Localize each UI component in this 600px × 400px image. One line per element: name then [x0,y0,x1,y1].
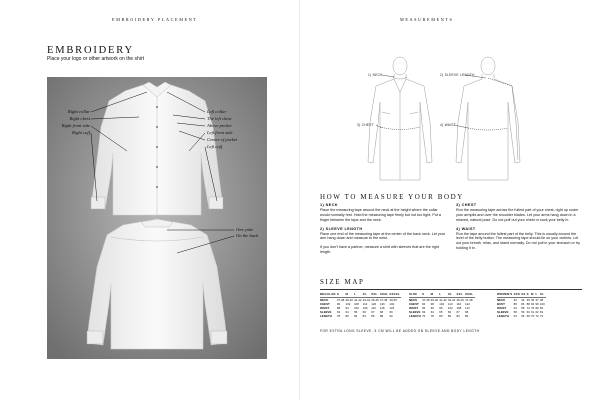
table-cell: 45-46 [371,297,379,302]
table-cell: 47-48 [379,297,388,302]
table-cell: 102 [345,301,351,306]
label-one-yoke: One yoke [236,227,254,232]
table-cell: 86 [371,313,375,318]
table-cell: 102 [447,305,453,310]
table-header: XL [363,293,372,298]
table-row-label: WAIST [497,305,507,310]
table-row [320,314,401,318]
back-measure-lines [468,78,518,160]
table-cell: 116 [456,301,462,306]
table-cell: 43-44 [362,297,371,302]
table-cell: 92 [422,301,426,306]
table-cell: 132 [389,301,395,306]
right-page [300,0,600,400]
measurement-diagram [300,52,600,192]
table-cell: 80 [535,305,539,310]
table-cell: 64 [513,313,517,318]
table-cell: 76 [422,313,426,318]
table-cell: 90 [389,313,393,318]
table-cell: 122 [465,301,470,306]
table-row-label: NECK [409,297,418,302]
table-row-label: LENGTH [497,313,509,318]
label-left-collar: Left collar [207,109,227,114]
table-cell: 60 [526,309,530,314]
table-cell: 47-48 [465,297,473,302]
page-subtitle: Place your logo or other artwork on the shirt [47,56,144,62]
table-cell: 76 [531,305,535,310]
label-right-collar: Right collar [67,109,90,114]
table-cell: 69 [389,309,393,314]
table-header: XXL [371,293,380,298]
table-row-label: SLEEVE [320,309,332,314]
table-header: XL [448,293,457,298]
table-header: L [439,293,448,298]
how-to-measure-title: HOW TO MEASURE YOUR BODY [320,193,464,201]
table-cell: 96 [439,305,443,310]
table-cell: 96 [535,301,539,306]
table-cell: 34 [521,297,525,302]
table-cell: 92 [531,301,535,306]
table-cell: 94 [345,305,349,310]
no-partner-text: If you don't have a partner, measure a shirt with sleeves that are the right length. [320,245,439,255]
table-cell: 88 [379,313,384,318]
table-cell: 41-42 [439,297,447,302]
table-cell: 112 [371,305,376,310]
table-cell: 65 [439,309,443,314]
table-header: XXXXL [389,292,400,296]
table-header: XXS [513,292,520,296]
sleeve-text: Place one end of the measuring tape at the center of the back neck. Let your arm hang down and measure to the wrist. [320,231,446,241]
running-head: EMBROIDERY PLACEMENT [112,17,198,22]
label-right-front-side: Right front side [61,123,90,128]
table-row-label: LENGTH [320,313,332,318]
table-cell: 100 [354,305,359,310]
table-cell: 66 [362,309,366,314]
table-cell: 108 [354,301,359,306]
table-header: XXXL [465,292,474,296]
instructions-column-2 [456,203,582,255]
size-map-divider [320,289,582,290]
table-cell: 86 [465,313,469,318]
table-cell: 67 [456,309,460,314]
table-cell: 110 [447,301,453,306]
table-header: WOMEN'S [497,292,513,296]
table-cell: 63 [539,309,544,314]
table-row-label: CHEST [320,301,330,306]
diagram-label-sleeve: 2) SLEEVE LENGTH [440,73,475,77]
diagram-label-waist: 4) WAIST [440,123,457,127]
label-on-the-back: On the back [236,233,259,238]
size-footnote: FOR EXTRA LONG SLEEVE, 5 CM WILL BE ADDED ON SLEEVE AND BODY LENGTH. [320,329,481,333]
neck-heading: 1) NECK [320,203,338,207]
table-cell: 80 [513,301,517,306]
table-header: SLIM [409,293,422,298]
size-map-title: SIZE MAP [320,278,365,286]
table-cell: 126 [379,301,385,306]
running-head: MEASUREMENTS [400,17,454,22]
table-cell: 118 [379,305,385,310]
table-cell: 96 [336,301,341,306]
table-cell: 84 [521,301,525,306]
table-cell: 58 [513,309,517,314]
waist-heading: 4) WAIST [456,226,476,231]
table-cell: 84 [539,305,544,310]
table-cell: 62 [535,309,539,314]
chest-heading: 3) CHEST [456,203,477,207]
table-cell: 124 [389,305,395,310]
instructions-column-1 [320,203,446,259]
table-header: L [535,293,539,298]
table-header: XXL [456,293,465,298]
table-row-label: SLEEVE [409,309,421,314]
table-cell: 104 [439,301,445,306]
label-right-cuff: Right cuff [72,130,90,135]
table-header: REGULAR [320,292,336,296]
diagram-label-neck: 1) NECK [368,73,383,77]
table-cell: 63 [336,309,341,314]
table-cell: 61 [531,309,535,314]
table-cell: 66 [447,309,452,314]
table-cell: 72 [535,313,539,318]
shirt-photo [47,77,267,359]
table-row [409,314,475,318]
table-cell: 64 [430,309,434,314]
table-cell: 67 [371,309,375,314]
table-row-label: NECK [320,297,329,302]
table-cell: 39-40 [430,297,439,302]
table-cell: 41-42 [354,297,362,302]
table-cell: 78 [336,313,341,318]
table-cell: 63 [422,309,426,314]
table-cell: 88 [336,305,341,310]
table-cell: 90 [430,305,434,310]
table-cell: 35 [526,297,530,302]
table-cell: 84 [362,313,366,318]
table-cell: 37 [535,297,539,302]
table-cell: 100 [539,301,545,306]
table-cell: 106 [362,305,368,310]
table-cell: 38 [539,297,544,302]
size-table-slim [409,293,475,318]
table-cell: 98 [430,301,434,306]
table-cell: 64 [513,305,517,310]
label-above-pocket: Above pocket [207,123,232,128]
table-cell: 84 [422,305,426,310]
table-cell: 74 [539,313,544,318]
table-row-label: BUST [497,301,505,306]
table-cell: 84 [456,313,460,318]
table-row [497,314,546,318]
label-left-cuff: Left cuff [207,144,223,149]
table-cell: 72 [526,305,530,310]
table-cell: 64 [345,309,349,314]
table-cell: 108 [456,305,462,310]
table-cell: 80 [439,313,443,318]
table-row-label: NECK [497,297,506,302]
table-cell: 36 [531,297,535,302]
sleeve-heading: 2) SLEEVE LENGTH [320,226,363,231]
table-header: M [345,293,354,298]
table-header: M [531,292,534,296]
page-title: EMBROIDERY [47,45,134,56]
table-cell: 78 [430,313,434,318]
size-table-womens [497,293,546,318]
table-row-label: SLEEVE [497,309,509,314]
table-cell: 65 [354,309,358,314]
table-cell: 114 [465,305,470,310]
label-left-front-side: Left front side [207,130,233,135]
table-cell: 45-46 [456,297,464,302]
table-cell: 33 [513,297,517,302]
table-cell: 70 [531,313,535,318]
table-cell: 114 [362,301,368,306]
table-header: S [527,293,531,298]
table-cell: 82 [447,313,452,318]
table-cell: 37-38 [422,297,430,302]
table-cell: 59 [521,309,525,314]
waist-text: Run the tape around the fullest part of the belly. This is usually around the level of the belly button. The measuring tape should lie on your clothes. Let out your breath, relax, and stand normally. Do not pull in your stomach or try holding it in. [456,231,580,251]
table-header: S [337,293,346,298]
table-cell: 43-44 [447,297,456,302]
table-cell: 66 [521,313,525,318]
table-header: S [422,293,431,298]
table-header: L [354,293,363,298]
neck-text: Place the measuring tape around the neck at the height where the collar would normally rest. Hold the measuring tape firmly but not too tight. Put a finger between the tape and the neck. [320,207,441,222]
table-cell: 68 [526,313,530,318]
table-row-label: WAIST [409,305,419,310]
table-cell: 68 [379,309,384,314]
table-row-label: CHEST [409,301,419,306]
table-row-label: WAIST [320,305,330,310]
table-cell: 80 [345,313,349,318]
table-cell: 68 [521,305,525,310]
chest-text: Run the measuring tape across the fullest part of your chest, right up under your armpits and over the shoulder blades. Let your arms hang down in a relaxed, natural pose. Do not puff out your chest or suck your belly in. [456,207,579,222]
diagram-leaders [376,75,486,128]
table-header: XXXL [379,292,389,296]
size-table-regular [320,293,401,318]
table-cell: 37-38 [336,297,345,302]
table-header: XL [539,292,544,296]
diagram-label-chest: 3) CHEST [357,123,374,127]
table-header: XS [521,292,526,296]
table-row-label: LENGTH [409,313,421,318]
table-cell: 120 [371,301,377,306]
table-cell: 68 [465,309,469,314]
label-left-chest: The left chest [207,116,232,121]
table-cell: 49-50 [389,297,397,302]
table-cell: 82 [354,313,358,318]
table-header: M [431,293,440,298]
label-right-chest: Right chest [69,116,90,121]
table-cell: 39-40 [345,297,353,302]
label-center-of-pocket: Center of pocket [207,137,238,142]
table-cell: 88 [526,301,530,306]
